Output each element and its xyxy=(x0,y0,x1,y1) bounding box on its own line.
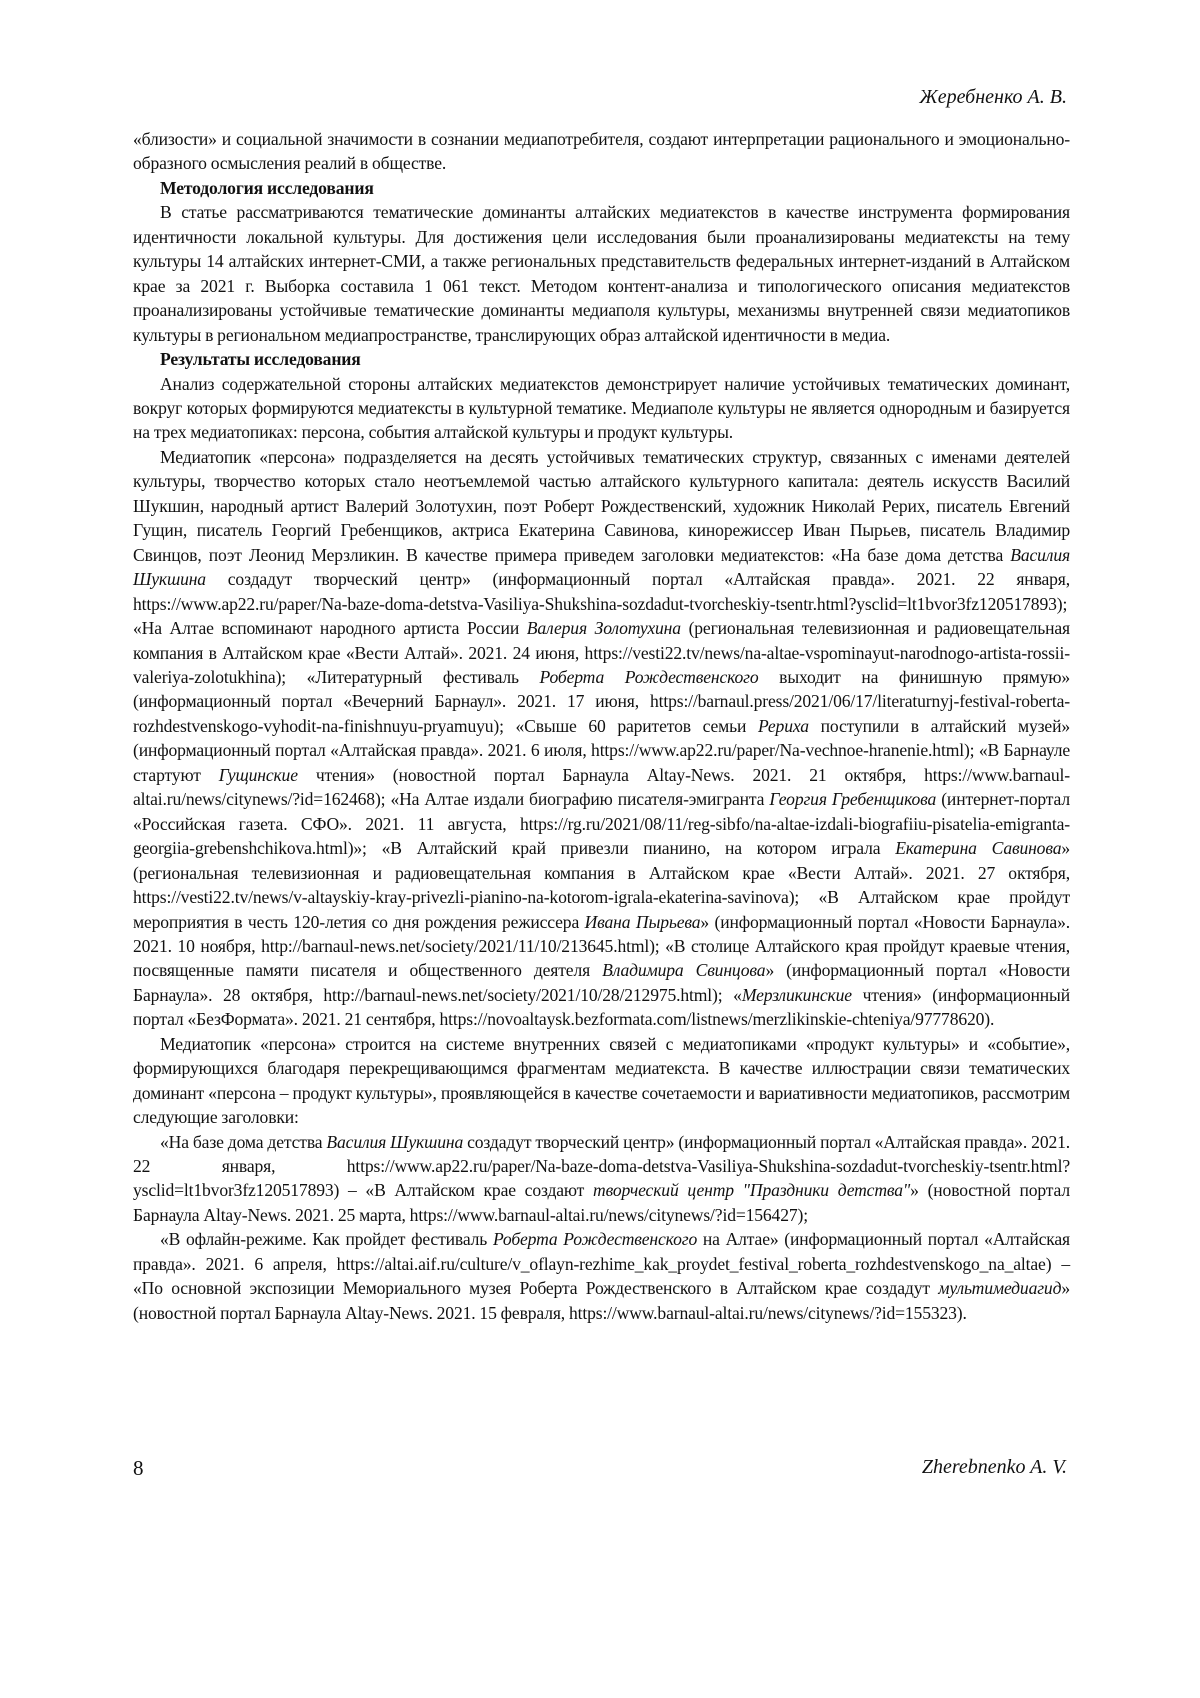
paragraph xyxy=(133,445,1070,1032)
text-run: создадут творческий центр» (информационный портал «Алтайская правда». 2021. 22 января, https://www.ap22.ru/paper/Na-baze-doma-detstva-Vasiliya-Shukshina-sozdadut-tvorcheskiy-tsentr.html?ysclid=lt1bvor3fz120517893); «На Алтае вспоминают народного артиста России xyxy=(133,569,1070,639)
text-run: «близости» и социальной значимости в сознании медиапотребителя, создают интерпретации рационального и эмоционально-образного осмысления реалий в обществе. xyxy=(133,129,1070,174)
text-run: » (информационный портал «Новости Барнаула». 28 октября, http://barnaul-news.net/society/2021/10/28/212975.html); « xyxy=(133,960,1070,1005)
text-run: (интернет-портал «Российская газета. СФО». 2021. 11 августа, https://rg.ru/2021/08/11/reg-sibfo/na-altae-izdali-biografiiu-pisatelia-emigranta-georgiia-grebenshchikova.html)»; «В Алтайский край привезли пианино, на котором играла xyxy=(133,789,1071,859)
text-run: Медиатопик «персона» подразделяется на десять устойчивых тематических структур, связанных с именами деятелей культуры, творчество которых стало неотъемлемой частью алтайского культурного капитала: деятель искусств Василий Шукшин, народный артист Валерий Золотухин, поэт Роберт Рождественский, художник Николай Рерих, писатель Евгений Гущин, писатель Георгий Гребенщиков, актриса Екатерина Савинова, кинорежиссер Иван Пырьев, писатель Владимир Свинцов, поэт Леонид Мерзликин. В качестве примера приведем заголовки медиатекстов: «На базе дома детства xyxy=(133,446,1070,565)
paragraph xyxy=(133,1227,1070,1325)
paragraph xyxy=(133,372,1070,445)
text-run: чтения» (новостной портал Барнаула Altay-News. 2021. 21 октября, https://www.barnaul-altai.ru/news/citynews/?id=162468); «На Алтае издали биографию писателя-эмигранта xyxy=(133,764,1070,810)
section-heading: Методология исследования xyxy=(160,177,374,198)
italic-name: Роберта Рождественского xyxy=(492,1229,698,1250)
text-run: «В офлайн-режиме. Как пройдет фестиваль xyxy=(160,1229,493,1250)
paragraph xyxy=(133,1130,1070,1228)
italic-name: Георгия Гребенщикова xyxy=(769,789,937,810)
italic-name: творческий центр "Праздники детства" xyxy=(593,1180,911,1201)
text-run: на Алтае» (информационный портал «Алтайская правда». 2021. 6 апреля, https://altai.aif.ru/culture/v_oflayn-rezhime_kak_proydet_festival_roberta_rozhdestvenskogo_na_altae) – «По основной экспозиции Мемориального музея Роберта Рождественского в Алтайском крае создадут xyxy=(133,1229,1070,1299)
italic-name: мультимедиагид xyxy=(938,1278,1062,1299)
italic-name: Мерзликинские xyxy=(741,984,852,1005)
italic-name: Рериха xyxy=(757,715,809,736)
italic-name: Василия Шукшина xyxy=(133,544,1070,590)
paragraph xyxy=(133,1032,1070,1130)
footer-author: Zherebnenko A. V. xyxy=(921,1456,1067,1478)
page-number: 8 xyxy=(133,1456,144,1480)
italic-name: Владимира Свинцова xyxy=(602,960,766,981)
article-body xyxy=(133,127,1070,1325)
running-head-author: Жеребненко А. В. xyxy=(919,86,1067,108)
italic-name: Валерия Золотухина xyxy=(526,618,681,639)
paragraph xyxy=(133,127,1070,176)
italic-name: Екатерина Савинова xyxy=(895,838,1062,859)
text-run: » (информационный портал «Новости Барнаула». 2021. 10 ноября, http://barnaul-news.net/society/2021/11/10/213645.html); «В столице Алтайского края пройдут краевые чтения, посвященные памяти писателя и общественного деятеля xyxy=(133,911,1070,981)
italic-name: Василия Шукшина xyxy=(326,1131,464,1152)
text-run: » (новостной портал Барнаула Altay-News. 2021. 15 февраля, https://www.barnaul-altai.ru/news/citynews/?id=155323). xyxy=(133,1278,1070,1323)
text-run: поступили в алтайский музей» (информационный портал «Алтайская правда». 2021. 6 июля, https://www.ap22.ru/paper/Na-vechnoe-hranenie.html); «В Барнауле стартуют xyxy=(133,715,1070,785)
section-heading: Результаты исследования xyxy=(160,349,361,370)
text-run: чтения» (информационный портал «БезФормата». 2021. 21 сентября, https://novoaltaysk.bezformata.com/listnews/merzlikinskie-chteniya/97778620). xyxy=(133,984,1070,1030)
text-run: » (новостной портал Барнаула Altay-News. 2021. 25 марта, https://www.barnaul-altai.ru/news/citynews/?id=156427); xyxy=(133,1180,1070,1225)
text-run: (региональная телевизионная и радиовещательная компания в Алтайском крае «Вести Алтай». 2021. 24 июня, https://vesti22.tv/news/na-altae-vspominayut-narodnogo-artista-rossii-valeriya-zolotukhina); «Литературный фестиваль xyxy=(133,618,1070,687)
italic-name: Гущинские xyxy=(218,764,298,785)
text-run: выходит на финишную прямую» (информационный портал «Вечерний Барнаул». 2021. 17 июня, https://barnaul.press/2021/06/17/literaturnyj-festival-roberta-rozhdestvenskogo-vyhodit-na-finishnuyu-pryamuyu); «Свыше 60 раритетов семьи xyxy=(133,666,1071,736)
text-run: «На базе дома детства xyxy=(160,1131,327,1152)
text-run: Анализ содержательной стороны алтайских медиатекстов демонстрирует наличие устойчивых тематических доминант, вокруг которых формируются медиатексты в культурной тематике. Медиаполе культуры не является однородным и базируется на трех медиатопиках: персона, события алтайской культуры и продукт культуры. xyxy=(133,373,1070,443)
text-run: » (региональная телевизионная и радиовещательная компания в Алтайском крае «Вести Алтай». 2021. 27 октября, https://vesti22.tv/news/v-altayskiy-kray-privezli-pianino-na-kotorom-igrala-ekaterina-savinova); «В Алтайском крае пройдут мероприятия в честь 120-летия со дня рождения режиссера xyxy=(133,838,1070,932)
text-run: В статье рассматриваются тематические доминанты алтайских медиатекстов в качестве инструмента формирования идентичности локальной культуры. Для достижения цели исследования были проанализированы медиатексты на тему культуры 14 алтайских интернет-СМИ, а также региональных представительств федеральных интернет-изданий в Алтайском крае за 2021 г. Выборка составила 1 061 текст. Методом контент-анализа и типологического описания медиатекстов проанализированы устойчивые тематические доминанты медиаполя культуры, механизмы внутренней связи медиатопиков культуры в региональном медиапространстве, транслирующих образ алтайской идентичности в медиа. xyxy=(133,202,1070,345)
italic-name: Ивана Пырьева xyxy=(584,911,701,932)
text-run: Медиатопик «персона» строится на системе внутренних связей с медиатопиками «продукт культуры» и «событие», формирующихся благодаря перекрещивающимся фрагментам медиатекста. В качестве иллюстрации связи тематических доминант «персона – продукт культуры», проявляющейся в качестве сочетаемости и вариативности медиатопиков, рассмотрим следующие заголовки: xyxy=(133,1033,1070,1128)
paragraph xyxy=(133,200,1070,347)
text-run: создадут творческий центр» (информационный портал «Алтайская правда». 2021. 22 января, https://www.ap22.ru/paper/Na-baze-doma-detstva-Vasiliya-Shukshina-sozdadut-tvorcheskiy-tsentr.html?ysclid=lt1bvor3fz120517893) – «В Алтайском крае создают xyxy=(133,1131,1071,1201)
italic-name: Роберта Рождественского xyxy=(539,666,759,687)
